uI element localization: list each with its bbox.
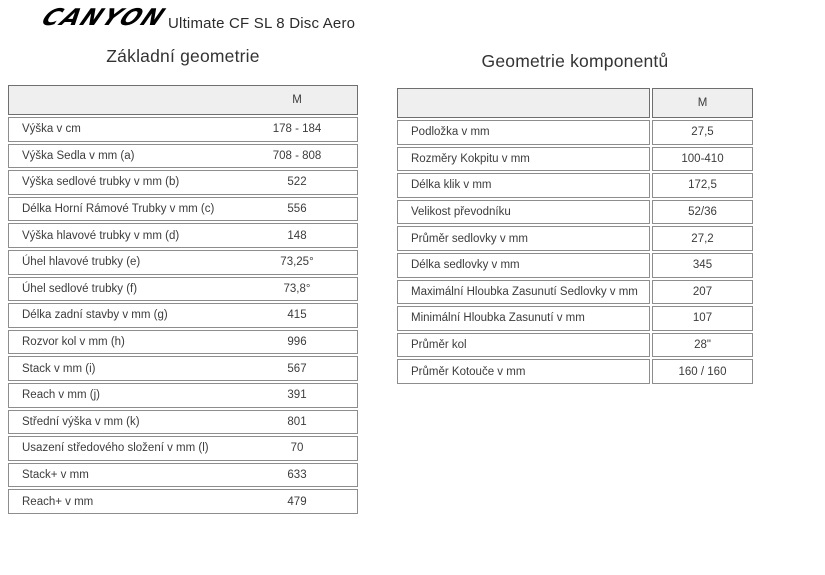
row-label: Výška v cm	[22, 123, 81, 136]
canyon-logo: CANYON	[34, 5, 173, 31]
row-label: Střední výška v mm (k)	[22, 415, 140, 428]
table-row	[8, 144, 358, 169]
table-row	[8, 330, 358, 355]
row-label: Velikost převodníku	[397, 200, 650, 225]
row-value: 391	[287, 389, 307, 402]
table-row	[8, 303, 358, 328]
header-label-spacer	[397, 88, 650, 118]
row-value: 148	[287, 229, 307, 242]
row-label: Průměr sedlovky v mm	[397, 226, 650, 251]
row-label: Průměr kol	[397, 333, 650, 358]
row-value: 567	[287, 362, 307, 375]
table-row	[8, 489, 358, 514]
row-label: Délka klik v mm	[397, 173, 650, 198]
table-row	[397, 173, 753, 198]
row-value: 996	[287, 336, 307, 349]
size-column-header: M	[292, 94, 302, 106]
row-value: 107	[652, 306, 753, 331]
row-label: Stack v mm (i)	[22, 362, 96, 375]
table-row	[397, 226, 753, 251]
table-header-row	[8, 85, 358, 115]
table-row	[397, 280, 753, 305]
row-value: 27,5	[652, 120, 753, 145]
row-value: 633	[287, 469, 307, 482]
row-label: Úhel sedlové trubky (f)	[22, 282, 138, 295]
row-label: Stack+ v mm	[22, 469, 89, 482]
row-label: Reach v mm (j)	[22, 389, 100, 402]
row-label: Maximální Hloubka Zasunutí Sedlovky v mm	[397, 280, 650, 305]
table-row	[397, 306, 753, 331]
row-value: 70	[290, 442, 304, 455]
row-value: 801	[287, 415, 307, 428]
table-header-row	[397, 88, 753, 118]
row-label: Rozvor kol v mm (h)	[22, 336, 125, 349]
table-row	[397, 200, 753, 225]
row-label: Usazení středového složení v mm (l)	[22, 442, 209, 455]
table-row	[8, 436, 358, 461]
row-value: 52/36	[652, 200, 753, 225]
row-label: Úhel hlavové trubky (e)	[22, 256, 141, 269]
basic-geometry-title: Základní geometrie	[106, 46, 260, 66]
row-value: 345	[652, 253, 753, 278]
row-label: Délka sedlovky v mm	[397, 253, 650, 278]
table-row	[8, 277, 358, 302]
row-value: 172,5	[652, 173, 753, 198]
row-value: 27,2	[652, 226, 753, 251]
table-row	[397, 359, 753, 384]
table-row	[8, 463, 358, 488]
row-value: 160 / 160	[652, 359, 753, 384]
row-label: Rozměry Kokpitu v mm	[397, 147, 650, 172]
table-row	[8, 170, 358, 195]
row-label: Podložka v mm	[397, 120, 650, 145]
table-row	[8, 410, 358, 435]
table-row	[8, 250, 358, 275]
row-label: Výška sedlové trubky v mm (b)	[22, 176, 180, 189]
row-value: 522	[287, 176, 307, 189]
row-label: Délka Horní Rámové Trubky v mm (c)	[22, 203, 215, 216]
table-row	[8, 117, 358, 142]
row-value: 479	[287, 495, 307, 508]
row-value: 100-410	[652, 147, 753, 172]
row-label: Průměr Kotouče v mm	[397, 359, 650, 384]
row-value: 415	[287, 309, 307, 322]
model-name: Ultimate CF SL 8 Disc Aero	[168, 15, 356, 32]
table-row	[397, 120, 753, 145]
table-row	[8, 197, 358, 222]
size-column-header: M	[652, 88, 753, 118]
component-geometry-rows	[397, 120, 753, 384]
row-value: 73,25°	[280, 256, 314, 269]
row-value: 207	[652, 280, 753, 305]
row-label: Reach+ v mm	[22, 495, 94, 508]
table-row	[397, 253, 753, 278]
row-value: 556	[287, 203, 307, 216]
row-label: Výška Sedla v mm (a)	[22, 149, 135, 162]
component-geometry-title: Geometrie komponentů	[481, 51, 669, 71]
row-value: 708 - 808	[272, 149, 322, 162]
basic-geometry-rows	[8, 117, 358, 514]
row-label: Výška hlavové trubky v mm (d)	[22, 229, 180, 242]
table-row	[8, 223, 358, 248]
row-value: 73,8°	[283, 282, 311, 295]
table-row	[397, 147, 753, 172]
row-label: Délka zadní stavby v mm (g)	[22, 309, 168, 322]
component-geometry-table	[397, 88, 753, 386]
table-row	[397, 333, 753, 358]
basic-geometry-table	[8, 85, 358, 516]
row-label: Minimální Hloubka Zasunutí v mm	[397, 306, 650, 331]
table-row	[8, 383, 358, 408]
table-row	[8, 356, 358, 381]
row-value: 178 - 184	[272, 123, 322, 136]
row-value: 28"	[652, 333, 753, 358]
